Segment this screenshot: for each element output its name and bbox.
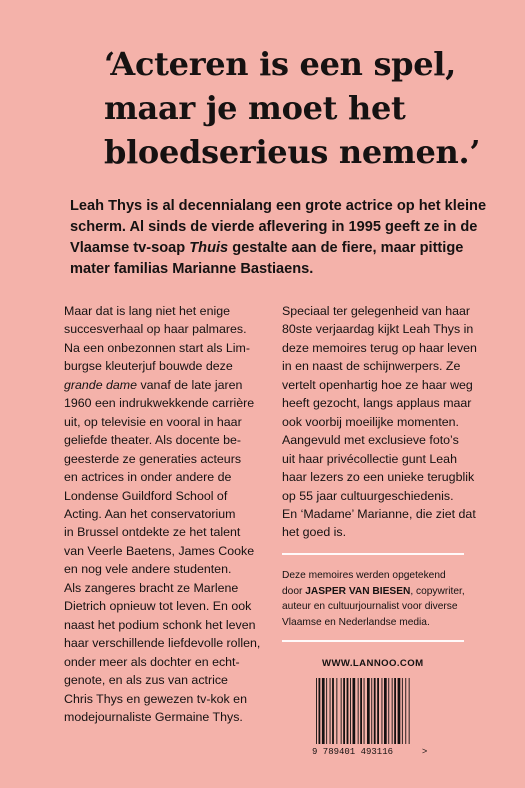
- show-title: Thuis: [189, 240, 229, 256]
- barcode-bar: [388, 678, 389, 744]
- barcode-bar: [343, 678, 345, 744]
- barcode-bar: [367, 678, 370, 744]
- pull-quote: [104, 42, 504, 174]
- body-line: Speciaal ter gelegenheid van haar: [282, 304, 471, 318]
- divider-bottom: [282, 640, 464, 642]
- barcode-bar: [326, 678, 327, 744]
- barcode-bar: [409, 678, 410, 744]
- body-line: Maar dat is lang niet het enige: [64, 304, 231, 318]
- body-column-left: [64, 302, 264, 726]
- barcode-bar: [392, 678, 393, 744]
- body-line: Dietrich opnieuw tot leven. En ook: [64, 599, 252, 614]
- barcode-bar: [322, 678, 325, 744]
- body-line: vertelt openhartig hoe ze haar weg: [282, 377, 473, 392]
- italic-phrase: grande dame: [64, 377, 138, 392]
- barcode-bar: [358, 678, 359, 744]
- barcode-bar: [374, 678, 376, 744]
- barcode-bar: [364, 678, 365, 744]
- intro-line: scherm. Al sinds de vierde aflevering in 1995 geeft ze in de: [70, 219, 478, 235]
- body-column-right: [282, 302, 482, 542]
- barcode-bar: [316, 678, 317, 744]
- barcode-bar: [319, 678, 321, 744]
- body-line: het goed is.: [282, 525, 347, 540]
- intro-text: Vlaamse tv-soap: [70, 240, 190, 256]
- barcode-bar: [330, 678, 331, 744]
- barcode-bar: [405, 678, 406, 744]
- body-line: geesterde ze generaties acteurs: [64, 451, 242, 466]
- credit-text: , copywriter,: [410, 585, 465, 597]
- credit-line: Deze memoires werden opgetekend: [282, 570, 446, 581]
- intro-line: Leah Thys is al decennialang een grote actrice op het kleine: [70, 198, 487, 214]
- body-line: van Veerle Baetens, James Cooke: [64, 543, 255, 558]
- body-line: 1960 een indrukwekkende carrière: [64, 396, 255, 411]
- barcode-bar: [341, 678, 342, 744]
- body-line: genote, en als zus van actrice: [64, 673, 228, 688]
- barcode-bar: [402, 678, 403, 744]
- barcode-bar: [377, 678, 379, 744]
- body-line: ook voorbij moeilijke momenten.: [282, 414, 459, 429]
- barcode-arrow: >: [422, 746, 428, 756]
- barcode: [310, 676, 434, 758]
- body-line: onder meer als dochter en echt-: [64, 654, 240, 669]
- barcode-bar: [398, 678, 401, 744]
- body-line: uit haar privécollectie gunt Leah: [282, 451, 457, 466]
- body-line: Acting. Aan het conservatorium: [64, 506, 236, 521]
- body-line: Aangevuld met exclusieve foto’s: [282, 433, 459, 448]
- body-line: en nog vele andere studenten.: [64, 562, 232, 577]
- barcode-bar: [353, 678, 356, 744]
- intro-line: [70, 238, 488, 259]
- body-line: Na een onbezonnen start als Lim-: [64, 340, 250, 355]
- body-line: 80ste verjaardag kijkt Leah Thys in: [282, 322, 474, 337]
- body-line: haar verschillende liefdevolle rollen,: [64, 636, 261, 651]
- body-line: [64, 376, 264, 394]
- body-line: en actrices in onder andere de: [64, 470, 232, 485]
- body-line: haar lezers zo een unieke terugblik: [282, 470, 475, 485]
- publisher-url: WWW.LANNOO.COM: [322, 658, 424, 669]
- barcode-bar: [394, 678, 396, 744]
- barcode-bar: [382, 678, 383, 744]
- author-credit: [282, 568, 482, 630]
- body-line: op 55 jaar cultuurgeschiedenis.: [282, 488, 454, 503]
- intro-line: mater familias Marianne Bastiaens.: [70, 261, 314, 277]
- body-line: Londense Guildford School of: [64, 488, 228, 503]
- body-line: heeft gezocht, langs applaus maar: [282, 396, 472, 411]
- credit-line: [282, 584, 482, 600]
- quote-line: bloedserieus nemen.’: [104, 133, 481, 171]
- intro-text: gestalte aan de fiere, maar pittige: [228, 240, 464, 256]
- body-line: modejournaliste Germaine Thys.: [64, 709, 243, 724]
- quote-line: maar je moet het: [104, 89, 406, 127]
- body-line: En ‘Madame’ Marianne, die ziet dat: [282, 506, 476, 521]
- barcode-bar: [332, 678, 334, 744]
- barcode-bar: [360, 678, 362, 744]
- divider-top: [282, 553, 464, 555]
- credit-line: Vlaamse en Nederlandse media.: [282, 616, 430, 628]
- author-name: JASPER VAN BIESEN: [305, 585, 411, 597]
- body-line: uit, op televisie en vooral in haar: [64, 414, 242, 429]
- barcode-bar: [371, 678, 372, 744]
- body-line: burgse kleuterjuf bouwde deze: [64, 359, 233, 374]
- credit-text: door: [282, 585, 306, 597]
- body-line: Chris Thys en gewezen tv-kok en: [64, 691, 247, 706]
- body-line: naast het podium schonk het leven: [64, 617, 256, 632]
- barcode-bar: [350, 678, 351, 744]
- body-line: Als zangeres bracht ze Marlene: [64, 580, 239, 595]
- quote-line: ‘Acteren is een spel,: [104, 45, 456, 83]
- body-line: in en naast de schijnwerpers. Ze: [282, 359, 461, 374]
- barcode-bar: [384, 678, 387, 744]
- body-line: deze memoires terug op haar leven: [282, 340, 477, 355]
- body-line: geliefde theater. Als docente be-: [64, 433, 242, 448]
- barcode-bar: [336, 678, 337, 744]
- credit-line: auteur en cultuurjournalist voor diverse: [282, 601, 458, 613]
- barcode-bar: [347, 678, 349, 744]
- barcode-digits: 9 789401 493116: [312, 747, 394, 757]
- body-line: in Brussel ontdekte ze het talent: [64, 525, 241, 540]
- body-text: vanaf de late jaren: [137, 377, 243, 392]
- intro-paragraph: [70, 196, 488, 280]
- body-line: succesverhaal op haar palmares.: [64, 322, 247, 337]
